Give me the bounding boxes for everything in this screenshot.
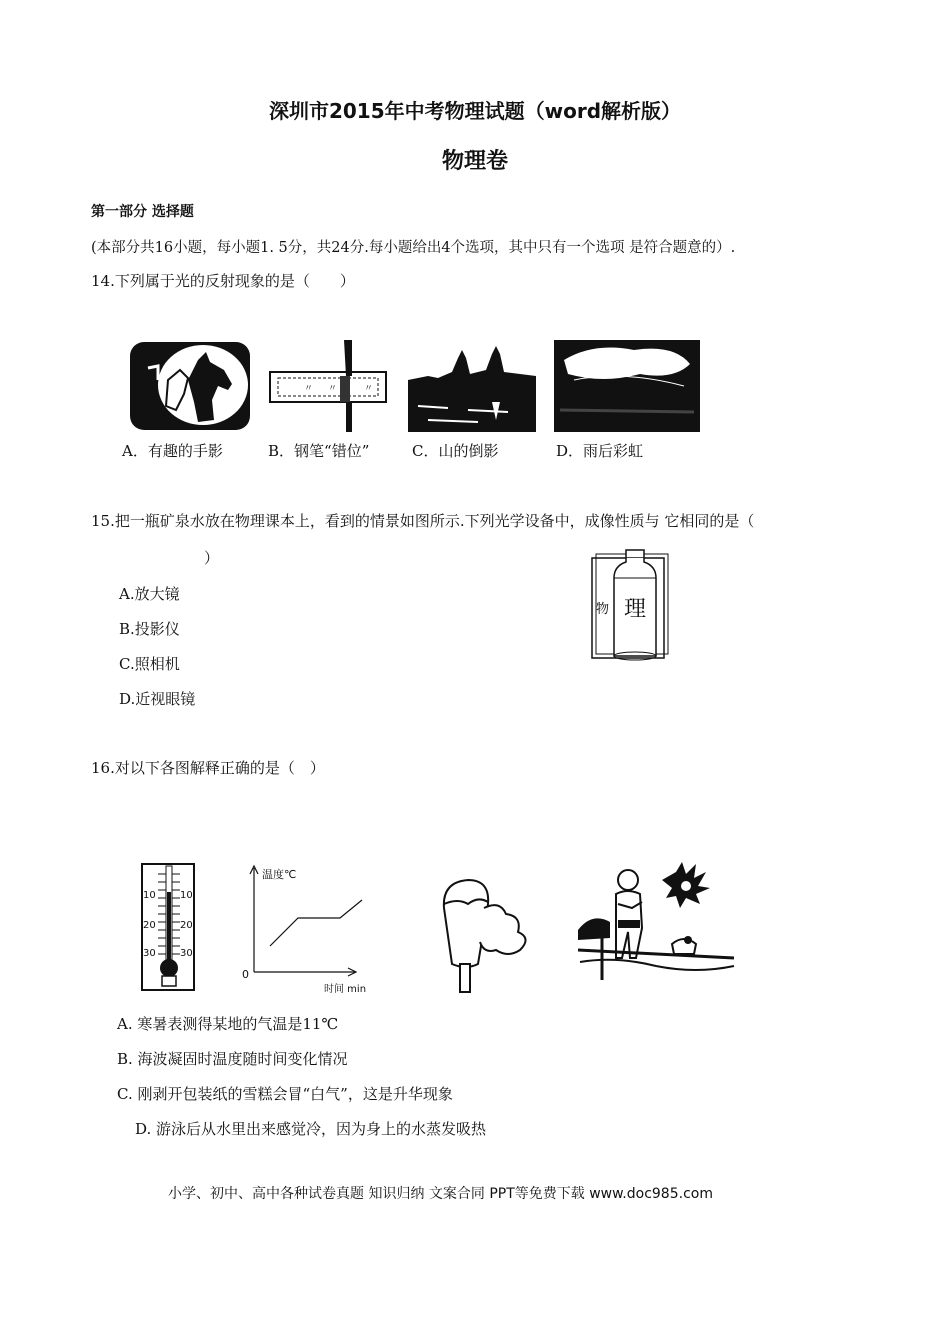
q14-option-d: D．雨后彩虹: [556, 442, 644, 460]
section-heading: 第一部分 选择题: [91, 204, 194, 220]
graph-xlabel: 时间 min: [324, 984, 367, 995]
question-14-stem: 14.下列属于光的反射现象的是（ ）: [91, 272, 355, 290]
q14-option-a: A．有趣的手影: [122, 442, 223, 460]
question-15-stem-end: ）: [204, 549, 220, 567]
q15-option-b: B.投影仪: [119, 620, 180, 638]
thermo-tick-left-20: 20: [143, 920, 156, 931]
question-15-stem: 15.把一瓶矿泉水放在物理课本上，看到的情景如图所示.下列光学设备中，成像性质与 它相同的是（: [91, 512, 755, 530]
book-label: 物: [596, 602, 610, 617]
hand-shadow-image: [128, 340, 252, 432]
mountain-reflection-image: [408, 340, 536, 432]
question-16-stem: 16.对以下各图解释正确的是（ ）: [91, 759, 325, 777]
q16-option-a: A. 寒暑表测得某地的气温是11℃: [117, 1015, 339, 1033]
section-instructions: (本部分共16小题，每小题1. 5分，共24分.每小题给出4个选项，其中只有一个选项 是符合题意的）.: [91, 240, 736, 256]
q16-option-d: D. 游泳后从水里出来感觉冷，因为身上的水蒸发吸热: [135, 1120, 487, 1138]
thermometer-figure: [140, 862, 196, 992]
page-title: 深圳市2015年中考物理试题（word解析版）: [268, 99, 682, 123]
graph-ylabel: 温度℃: [262, 868, 297, 881]
bottle-on-book-figure: [588, 548, 670, 666]
svg-text:〃: 〃: [304, 384, 314, 394]
swimmer-image: [576, 858, 736, 990]
page-footer: 小学、初中、高中各种试卷真题 知识归纳 文案合同 PPT等免费下载 www.doc985.com: [168, 1186, 713, 1202]
q16-option-c: C. 刚剥开包装纸的雪糕会冒“白气”，这是升华现象: [117, 1085, 453, 1103]
temperature-time-graph: [238, 862, 378, 994]
thermo-tick-left-10: 10: [143, 890, 156, 901]
popsicle-image: [428, 878, 548, 996]
page-subtitle: 物理卷: [441, 149, 508, 174]
q16-option-b: B. 海波凝固时温度随时间变化情况: [117, 1050, 348, 1068]
rainbow-image: [554, 340, 700, 432]
svg-text:〃: 〃: [364, 384, 374, 394]
q15-option-d: D.近视眼镜: [119, 690, 196, 708]
svg-text:〃: 〃: [328, 384, 338, 394]
pen-in-glass-image: [266, 338, 392, 434]
thermo-tick-right-20: 20: [180, 920, 193, 931]
q14-option-c: C．山的倒影: [412, 442, 499, 460]
thermo-tick-left-30: 30: [143, 948, 156, 959]
thermo-tick-right-30: 30: [180, 948, 193, 959]
q14-option-b: B．钢笔“错位”: [268, 442, 370, 460]
bottle-magnified-label: 理: [624, 597, 647, 622]
q15-option-a: A.放大镜: [119, 585, 180, 603]
graph-origin: 0: [242, 968, 249, 981]
q15-option-c: C.照相机: [119, 655, 180, 673]
thermo-tick-right-10: 10: [180, 890, 193, 901]
